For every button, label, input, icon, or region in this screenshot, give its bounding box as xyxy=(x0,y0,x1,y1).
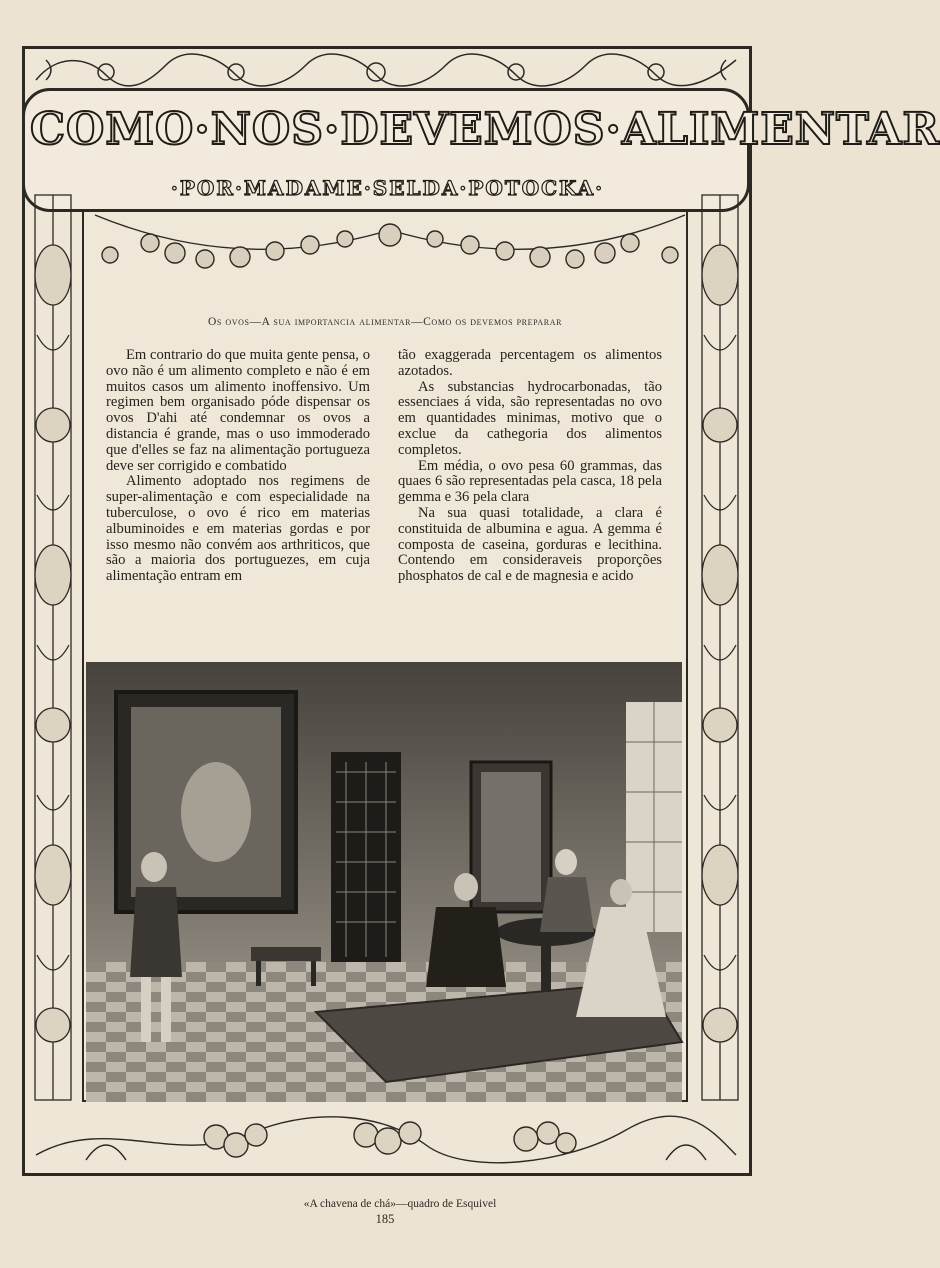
left-floral-column xyxy=(27,195,79,1100)
top-floral-ornament xyxy=(26,50,746,90)
author-byline: ·POR·MADAME·SELDA·POTOCKA· xyxy=(170,176,605,200)
right-text-column xyxy=(398,348,662,585)
paragraph: Em média, o ovo pesa 60 grammas, das quaes 6 são representadas pela casca, 18 pela gemma e 36 pela clara xyxy=(398,457,662,506)
article-subtitle: Os ovos—A sua importancia alimentar—Como os devemos preparar xyxy=(207,316,563,328)
fruit-garland-ornament xyxy=(90,205,690,285)
paragraph: Na sua quasi totalidade, a clara é constituida de albumina e agua. A gemma é composta de caseina, gorduras e lecithina. Contendo em consideraveis proporções phosphatos de cal e de magnesia e acido xyxy=(398,504,662,585)
paragraph: tão exaggerada percentagem os alimentos azotados. xyxy=(398,347,662,379)
page-number: 185 xyxy=(375,1212,395,1226)
painting-illustration xyxy=(86,662,682,1102)
paragraph: Em contrario do que muita gente pensa, o ovo não é um alimento completo e não é em muitos casos um alimento inoffensivo. Um regimen bem organisado póde dispensar os ovos D'ahi até condemnar os ovos a distancia é grande, mas o uso immoderado que d'elles se faz na alimentação portugueza deve ser corrigido e combatido xyxy=(106,347,370,474)
paragraph: Alimento adoptado nos regimens de super-alimentação e com especialidade na tuberculose, o ovo é rico em materias albuminoides e em materias gordas e por isso mesmo não convém aos arthriticos, que são a maioria dos portuguezes, em cuja alimentação entram em xyxy=(106,473,370,585)
illustration-caption: «A chavena de chá»—quadro de Esquivel xyxy=(303,1198,497,1210)
paragraph: As substancias hydrocarbonadas, tão essenciaes á vida, são representadas no ovo em quantidades minimas, motivo que o exclue da cathegoria dos alimentos completos. xyxy=(398,378,662,458)
left-text-column xyxy=(106,348,370,585)
article-title: COMO·NOS·DEVEMOS·ALIMENTAR xyxy=(30,104,940,155)
right-floral-column xyxy=(694,195,746,1100)
bottom-fruit-ornament xyxy=(26,1105,746,1173)
tea-scene-image xyxy=(86,662,682,1102)
